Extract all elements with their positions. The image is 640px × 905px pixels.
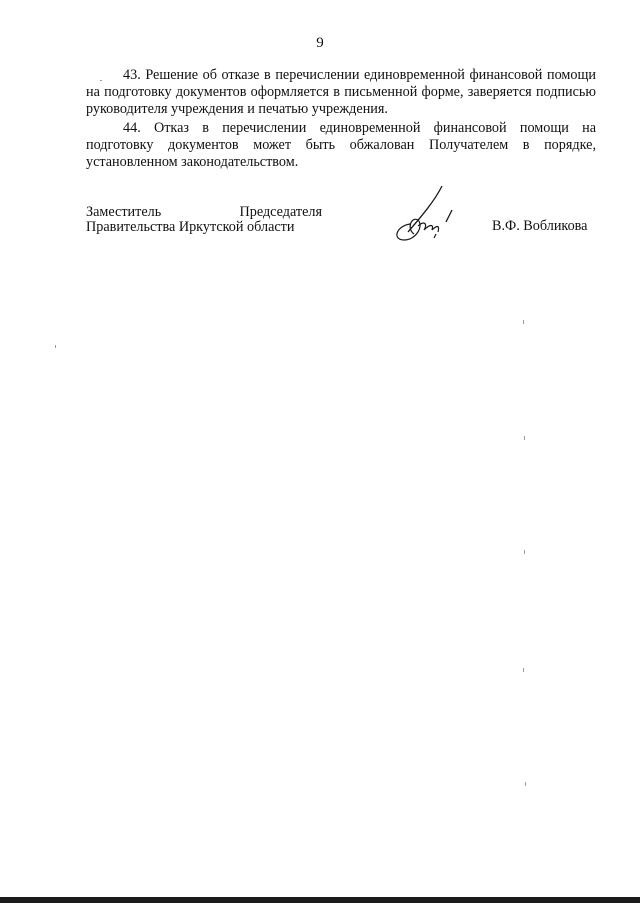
scan-bottom-edge (0, 897, 640, 903)
scan-speck (524, 436, 525, 440)
scan-speck (524, 550, 525, 554)
scan-speck (525, 782, 526, 786)
handwritten-signature-icon (390, 180, 470, 250)
scan-speck (100, 80, 102, 81)
signatory-title (86, 205, 322, 235)
signatory-title-word-2: Председателя (239, 204, 322, 220)
paragraph-43: 43. Решение об отказе в перечислении единовременной финансовой помощи на подготовку документов оформляется в письменной форме, заверяется подписью руководителя учреждения и печатью учреждения. (86, 67, 596, 117)
scan-speck (523, 320, 524, 324)
signatory-title-word-1: Заместитель (86, 204, 162, 220)
page-number: 9 (316, 35, 324, 51)
signatory-name: В.Ф. Вобликова (492, 218, 588, 234)
scan-speck (55, 345, 56, 348)
scan-speck (523, 668, 524, 672)
signatory-title-line-2: Правительства Иркутской области (86, 219, 295, 235)
paragraph-44: 44. Отказ в перечислении единовременной финансовой помощи на подготовку документов может быть обжалован Получателем в порядке, установленном законодательством. (86, 120, 596, 170)
